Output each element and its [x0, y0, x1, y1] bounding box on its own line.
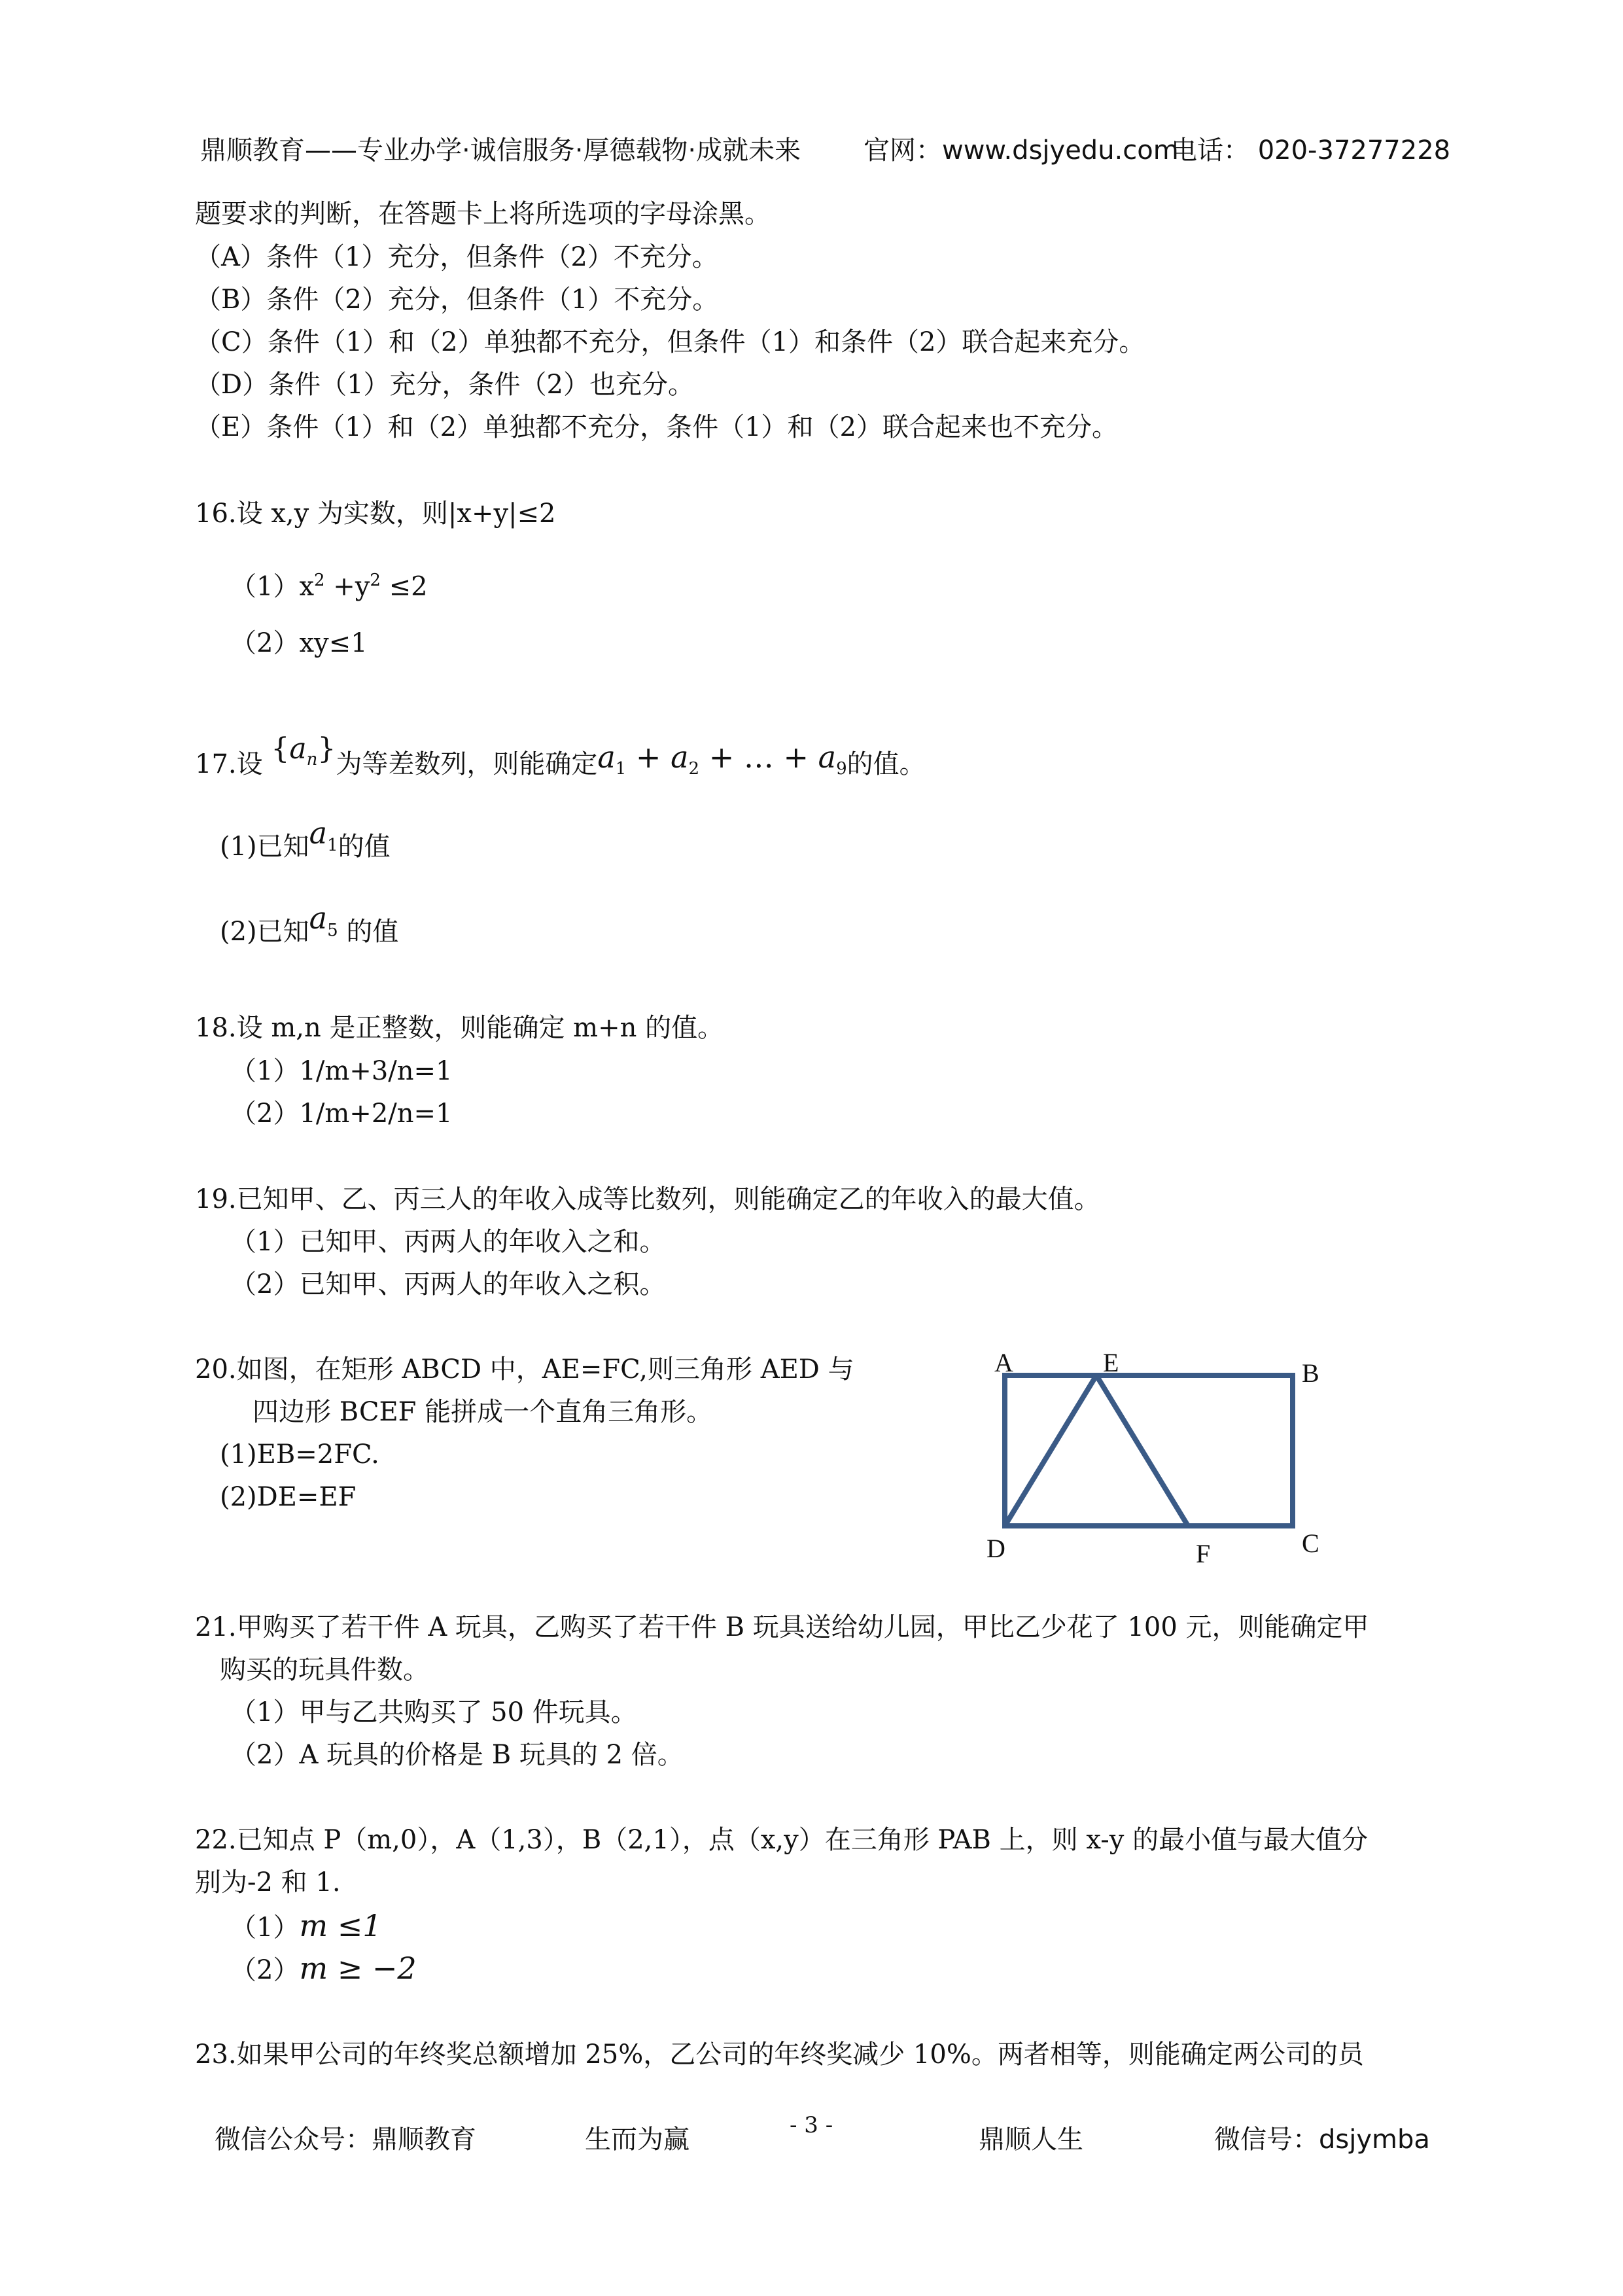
var: a [289, 732, 307, 766]
subscript: 9 [836, 759, 847, 779]
segment-ef [1096, 1375, 1188, 1526]
rectangle-figure [975, 1341, 1341, 1577]
stem-text: 的值。 [846, 749, 926, 779]
condition-text: (1)已知 [220, 832, 309, 862]
label-b: B [1302, 1358, 1319, 1388]
sequence-notation [271, 732, 336, 769]
math-inequality: m ≥ −2 [299, 1951, 417, 1986]
question-stem: 22.已知点 P（m,0），A（1,3），B（2,1），点（x,y）在三角形 PAB 上，则 x-y 的最小值与最大值分 [195, 1825, 1369, 1855]
condition-1: (1)EB=2FC. [220, 1439, 379, 1470]
condition-text: 的值 [338, 917, 399, 947]
condition-text: 的值 [338, 832, 391, 862]
var: a [671, 739, 689, 775]
option-d: （D）条件（1）充分，条件（2）也充分。 [195, 370, 694, 400]
label-d: D [986, 1534, 1005, 1563]
question-stem: 23.如果甲公司的年终奖总额增加 25%，乙公司的年终奖减少 10%。两者相等，则能确定两公司的员 [195, 2040, 1364, 2070]
exponent: 2 [314, 571, 325, 590]
question-stem-continued: 别为-2 和 1. [195, 1867, 341, 1898]
option-e: （E）条件（1）和（2）单独都不充分，条件（1）和（2）联合起来也不充分。 [195, 412, 1118, 442]
option-a: （A）条件（1）充分，但条件（2）不充分。 [195, 242, 718, 272]
subscript: 5 [327, 921, 338, 940]
question-stem: 16.设 x,y 为实数，则|x+y|≤2 [195, 499, 556, 529]
condition-1 [230, 1909, 382, 1944]
condition-text: ≤2 [380, 571, 428, 602]
footer-wechat-id: 微信号：dsjymba [1214, 2125, 1430, 2155]
header-website: 官网：www.dsjyedu.com [864, 135, 1179, 166]
subscript: 1 [615, 759, 627, 779]
sum-expression [597, 739, 847, 779]
operator: + … + [699, 739, 818, 775]
condition-2: (2)DE=EF [220, 1482, 357, 1512]
condition-2 [220, 900, 399, 957]
label-f: F [1196, 1539, 1211, 1568]
condition-label: （1） [230, 1913, 300, 1943]
header-phone: 电话： 020-37277228 [1171, 135, 1451, 166]
page-number: - 3 - [790, 2112, 833, 2138]
option-b: （B）条件（2）充分，但条件（1）不充分。 [195, 285, 719, 315]
question-stem: 18.设 m,n 是正整数，则能确定 m+n 的值。 [195, 1013, 724, 1043]
condition-text: +y [324, 571, 370, 602]
var: a [309, 815, 328, 851]
question-stem [195, 732, 926, 790]
stem-text: 为等差数列，则能确定 [336, 749, 598, 779]
question-stem: 21.甲购买了若干件 A 玩具，乙购买了若干件 B 玩具送给幼儿园，甲比乙少花了 100 元，则能确定甲 [195, 1612, 1369, 1642]
label-a: A [994, 1348, 1013, 1377]
subscript: n [306, 749, 318, 769]
condition-2: （2）xy≤1 [230, 628, 368, 658]
subscript: 2 [688, 759, 700, 779]
condition-1: （1）甲与乙共购买了 50 件玩具。 [230, 1697, 637, 1727]
question-number: 17.设 [195, 749, 263, 779]
var: a [309, 900, 328, 936]
condition-2: （2）A 玩具的价格是 B 玩具的 2 倍。 [230, 1740, 684, 1770]
option-c: （C）条件（1）和（2）单独都不充分，但条件（1）和条件（2）联合起来充分。 [195, 327, 1145, 357]
condition-1 [230, 564, 428, 603]
label-c: C [1302, 1528, 1319, 1558]
exponent: 2 [370, 571, 381, 590]
condition-2: （2）已知甲、丙两人的年收入之积。 [230, 1269, 666, 1299]
condition-label: （2） [230, 1955, 300, 1985]
header-slogan: 鼎顺教育——专业办学·诚信服务·厚德载物·成就未来 [200, 135, 801, 166]
instruction-line: 题要求的判断，在答题卡上将所选项的字母涂黑。 [195, 199, 771, 229]
var: a [597, 739, 616, 775]
condition-text: (2)已知 [220, 917, 309, 947]
label-e: E [1103, 1348, 1119, 1377]
question-stem: 20.如图，在矩形 ABCD 中，AE=FC,则三角形 AED 与 [195, 1354, 854, 1385]
condition-1 [220, 815, 391, 872]
footer-slogan: 生而为赢 [585, 2125, 689, 2155]
var: a [818, 739, 837, 775]
condition-text: （1）x [230, 571, 315, 602]
footer-brand: 鼎顺人生 [979, 2125, 1083, 2155]
condition-1: （1）1/m+3/n=1 [230, 1056, 453, 1086]
condition-2 [230, 1952, 417, 1987]
question-stem-continued: 购买的玩具件数。 [220, 1655, 429, 1685]
brace: } [317, 732, 336, 766]
question-stem-continued: 四边形 BCEF 能拼成一个直角三角形。 [253, 1397, 713, 1427]
condition-1: （1）已知甲、丙两人的年收入之和。 [230, 1227, 666, 1257]
question-stem: 19.已知甲、乙、丙三人的年收入成等比数列，则能确定乙的年收入的最大值。 [195, 1184, 1100, 1214]
segment-de [1005, 1375, 1096, 1526]
footer-wechat-public: 微信公众号：鼎顺教育 [215, 2125, 476, 2155]
operator: + [626, 739, 671, 775]
condition-2: （2）1/m+2/n=1 [230, 1099, 453, 1129]
brace: { [271, 732, 290, 766]
subscript: 1 [327, 836, 338, 855]
math-inequality: m ≤1 [299, 1908, 382, 1943]
